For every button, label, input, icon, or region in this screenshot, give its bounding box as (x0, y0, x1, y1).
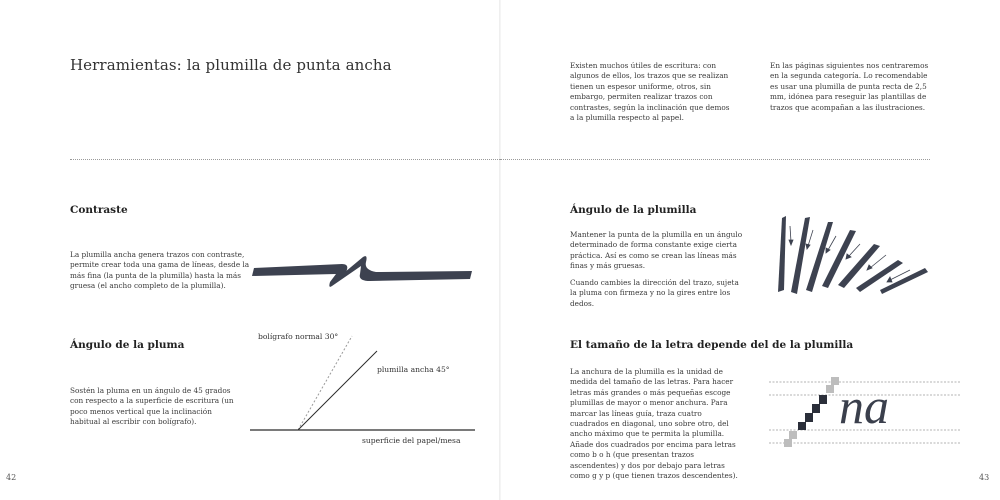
ballpoint-angle-line (298, 336, 352, 430)
nib-angle-strokes-illustration (770, 210, 940, 305)
intro-column-1: Existen muchos útiles de escritura: con algunos de ellos, los trazos que se realizan tienen un espesor uniforme, otros, sin embargo, permiten realizar trazos con contrastes, según la inclinación que demos a la plumilla respecto al papel. (570, 61, 730, 123)
angulo-plumilla-text-1: Mantener la punta de la plumilla en un ángulo determinado de forma constante exige cierta práctica. Así es como se crean las líneas más finas y más gruesas. (570, 230, 743, 271)
angulo-plumilla-text-2: Cuando cambies la dirección del trazo, sujeta la pluma con firmeza y no la gires entre los dedos. (570, 278, 739, 308)
dotted-divider (500, 159, 930, 160)
page-number-left: 42 (6, 473, 17, 482)
heading-tamano-letra: El tamaño de la letra depende del de la plumilla (570, 339, 854, 351)
intro-column-2: En las páginas siguientes nos centraremos en la segunda categoría. Lo recomendable es usar una plumilla de punta recta de 2,5 mm, idónea para reseguir las plantillas de trazos que acompañan a las ilustraciones. (770, 61, 929, 112)
angulo-pluma-text: Sostén la pluma en un ángulo de 45 grados con respecto a la superficie de escritura (un poco menos vertical que la inclinación habitual al escribir con bolígrafo). (70, 386, 234, 427)
sample-letters: na (839, 378, 889, 434)
label-superficie: superficie del papel/mesa (362, 436, 461, 445)
label-boligrafo: bolígrafo normal 30° (258, 332, 339, 341)
page-number-right: 43 (979, 473, 990, 482)
heading-angulo-pluma: Ángulo de la pluma (70, 339, 185, 351)
heading-contraste: Contraste (70, 204, 128, 216)
right-page (500, 0, 1000, 500)
page-title: Herramientas: la plumilla de punta ancha (70, 56, 392, 74)
contrast-stroke-illustration (250, 250, 475, 300)
tamano-letra-text: La anchura de la plumilla es la unidad de medida del tamaño de las letras. Para hacer letras más grandes o más pequeñas escoge plumillas de mayor o menor anchura. Para marcar las líneas guía, traza cuatro cuadrados en diagonal, uno sobre otro, del ancho máximo que te permita la plumilla. Añade dos cuadrados por encima para letras como b o h (que presentan trazos ascendentes) y dos por debajo para letras como g y p (que tienen trazos descendentes). (570, 367, 738, 481)
contraste-text: La plumilla ancha genera trazos con contraste, permite crear toda una gama de líneas, desde la más fina (la punta de la plumilla) hasta la más gruesa (el ancho completo de la plumilla). (70, 250, 250, 291)
label-plumilla: plumilla ancha 45° (377, 365, 450, 374)
dotted-divider (70, 159, 500, 160)
broad-nib-angle-line (298, 351, 377, 430)
heading-angulo-plumilla: Ángulo de la plumilla (570, 204, 697, 216)
